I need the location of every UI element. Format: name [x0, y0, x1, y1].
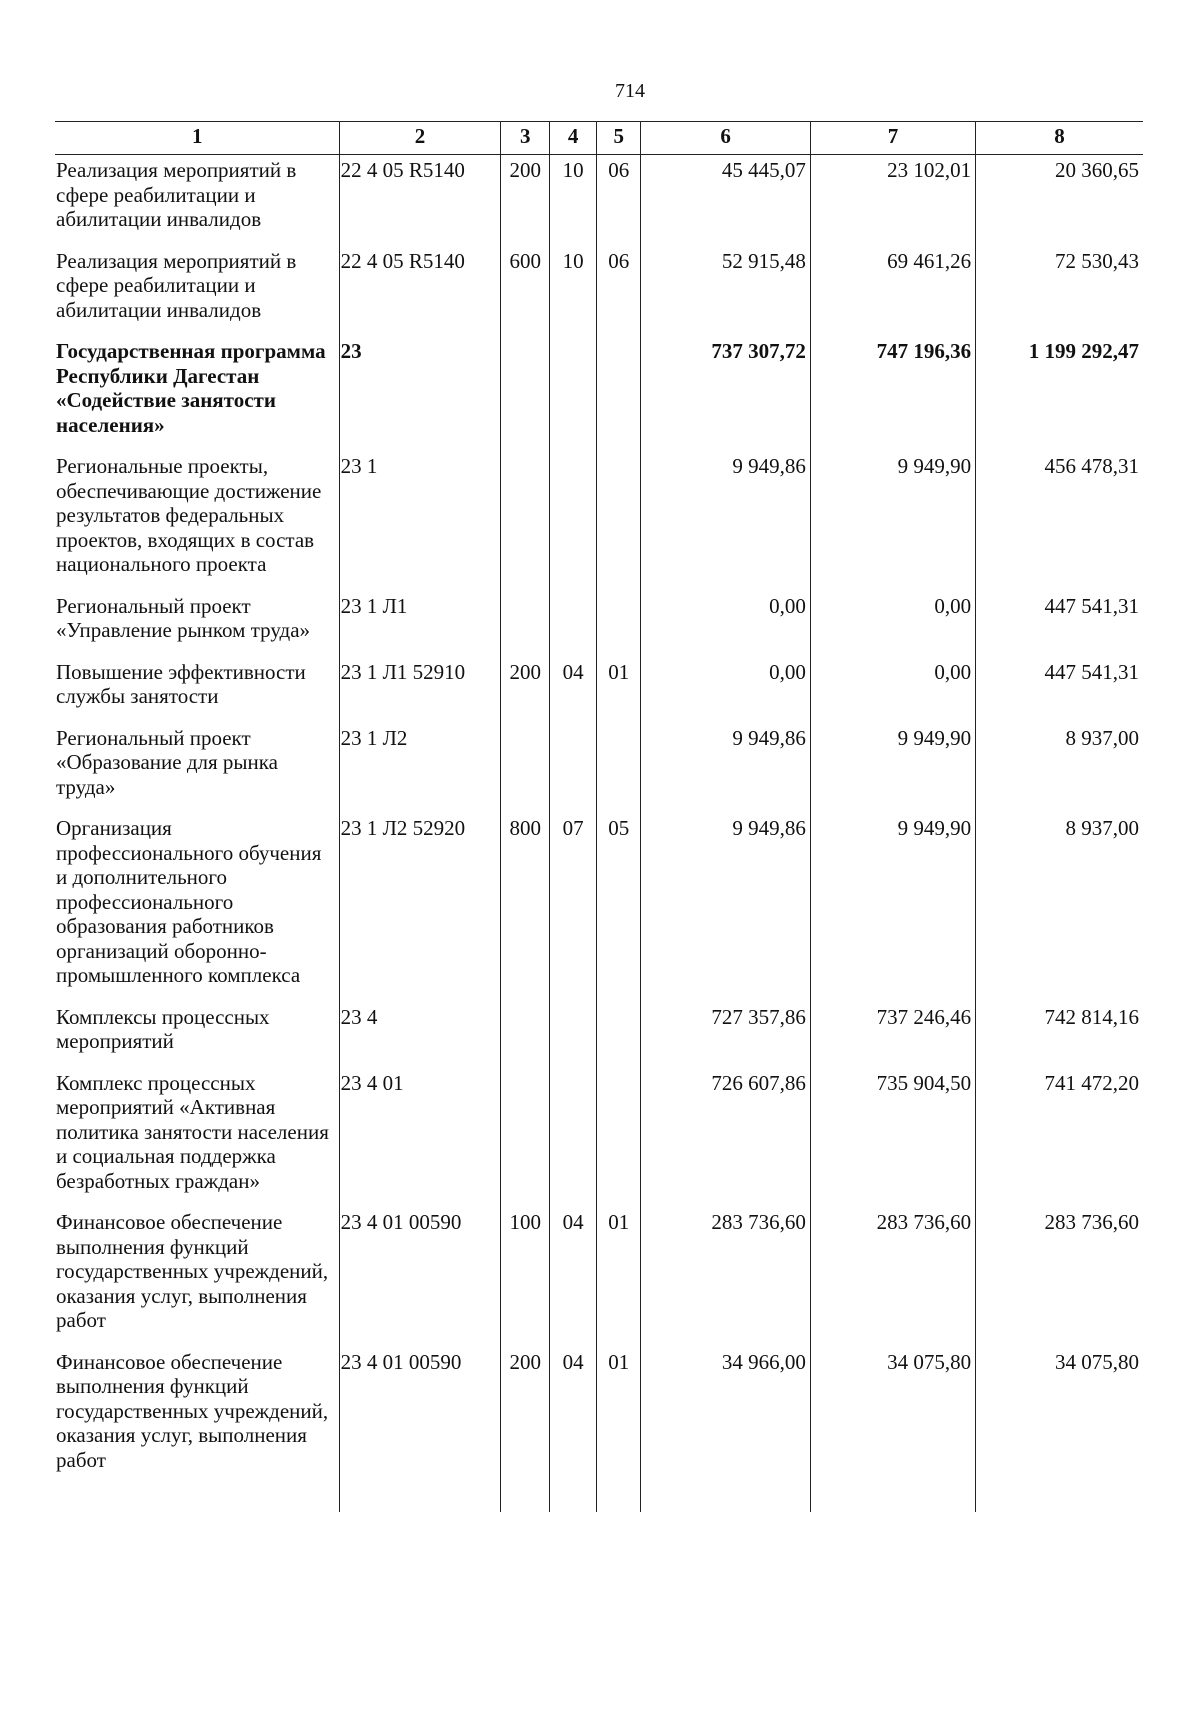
- row-col-4: 10: [549, 246, 596, 337]
- table-row: [55, 657, 1143, 723]
- header-col-6: 6: [641, 122, 811, 155]
- row-name: Реализация мероприятий в сфере реабилитации и абилитации инвалидов: [55, 246, 339, 337]
- header-col-8: 8: [976, 122, 1143, 155]
- table-row: [55, 1068, 1143, 1208]
- row-code: 23 1: [339, 451, 501, 591]
- header-col-2: 2: [339, 122, 501, 155]
- row-code: 23 4 01: [339, 1068, 501, 1208]
- row-value-8: 34 075,80: [976, 1347, 1143, 1513]
- row-col-4: [549, 451, 596, 591]
- row-value-8: 8 937,00: [976, 723, 1143, 814]
- row-name: Государственная программа Республики Дагестан «Содействие занятости населения»: [55, 336, 339, 451]
- row-value-6: 34 966,00: [641, 1347, 811, 1513]
- row-col-3: 200: [501, 657, 549, 723]
- row-code: 23 4: [339, 1002, 501, 1068]
- row-col-5: 05: [597, 813, 641, 1002]
- header-row: [55, 122, 1143, 155]
- table-row: [55, 336, 1143, 451]
- row-value-8: 447 541,31: [976, 591, 1143, 657]
- header-col-4: 4: [549, 122, 596, 155]
- row-value-8: 456 478,31: [976, 451, 1143, 591]
- row-value-7: 9 949,90: [810, 723, 975, 814]
- row-value-7: 737 246,46: [810, 1002, 975, 1068]
- row-col-4: 04: [549, 1207, 596, 1347]
- row-value-7: 9 949,90: [810, 813, 975, 1002]
- row-value-6: 9 949,86: [641, 813, 811, 1002]
- table-row: [55, 723, 1143, 814]
- row-value-8: 741 472,20: [976, 1068, 1143, 1208]
- row-name: Комплексы процессных мероприятий: [55, 1002, 339, 1068]
- row-value-8: 1 199 292,47: [976, 336, 1143, 451]
- row-col-3: [501, 1002, 549, 1068]
- table-header: [55, 122, 1143, 155]
- row-col-5: 06: [597, 155, 641, 246]
- row-col-4: [549, 723, 596, 814]
- row-col-5: [597, 1068, 641, 1208]
- row-value-6: 737 307,72: [641, 336, 811, 451]
- row-col-5: [597, 336, 641, 451]
- row-value-6: 9 949,86: [641, 451, 811, 591]
- row-value-7: 0,00: [810, 657, 975, 723]
- row-code: 23: [339, 336, 501, 451]
- row-name: Комплекс процессных мероприятий «Активная политика занятости населения и социальная поддержка безработных граждан»: [55, 1068, 339, 1208]
- row-value-6: 0,00: [641, 657, 811, 723]
- row-col-4: [549, 336, 596, 451]
- row-col-5: 01: [597, 657, 641, 723]
- row-value-7: 283 736,60: [810, 1207, 975, 1347]
- row-value-8: 8 937,00: [976, 813, 1143, 1002]
- row-col-5: [597, 591, 641, 657]
- row-value-6: 0,00: [641, 591, 811, 657]
- row-code: 23 1 Л2: [339, 723, 501, 814]
- row-name: Реализация мероприятий в сфере реабилитации и абилитации инвалидов: [55, 155, 339, 246]
- row-code: 22 4 05 R5140: [339, 246, 501, 337]
- row-col-5: [597, 451, 641, 591]
- row-code: 23 4 01 00590: [339, 1347, 501, 1513]
- header-col-7: 7: [810, 122, 975, 155]
- table-row: [55, 246, 1143, 337]
- row-value-6: 9 949,86: [641, 723, 811, 814]
- row-col-5: 06: [597, 246, 641, 337]
- row-col-5: [597, 1002, 641, 1068]
- row-code: 23 1 Л1 52910: [339, 657, 501, 723]
- row-col-5: 01: [597, 1347, 641, 1513]
- row-value-6: 727 357,86: [641, 1002, 811, 1068]
- row-col-4: 07: [549, 813, 596, 1002]
- row-value-7: 735 904,50: [810, 1068, 975, 1208]
- row-col-4: [549, 1002, 596, 1068]
- row-col-5: [597, 723, 641, 814]
- row-col-3: 200: [501, 155, 549, 246]
- row-value-7: 0,00: [810, 591, 975, 657]
- row-col-3: 800: [501, 813, 549, 1002]
- row-col-3: [501, 1068, 549, 1208]
- row-value-7: 9 949,90: [810, 451, 975, 591]
- row-code: 23 4 01 00590: [339, 1207, 501, 1347]
- row-value-7: 69 461,26: [810, 246, 975, 337]
- table-body: [55, 155, 1143, 1513]
- table-row: [55, 591, 1143, 657]
- row-value-6: 283 736,60: [641, 1207, 811, 1347]
- row-name: Финансовое обеспечение выполнения функций государственных учреждений, оказания услуг, выполнения работ: [55, 1207, 339, 1347]
- row-code: 23 1 Л1: [339, 591, 501, 657]
- row-code: 23 1 Л2 52920: [339, 813, 501, 1002]
- row-col-3: [501, 591, 549, 657]
- row-col-4: 10: [549, 155, 596, 246]
- row-col-3: 100: [501, 1207, 549, 1347]
- page-number: 714: [615, 80, 645, 102]
- table-row: [55, 1347, 1143, 1513]
- row-col-3: [501, 723, 549, 814]
- row-name: Финансовое обеспечение выполнения функций государственных учреждений, оказания услуг, выполнения работ: [55, 1347, 339, 1513]
- header-col-5: 5: [597, 122, 641, 155]
- row-col-3: 600: [501, 246, 549, 337]
- row-col-5: 01: [597, 1207, 641, 1347]
- row-value-8: 20 360,65: [976, 155, 1143, 246]
- header-col-3: 3: [501, 122, 549, 155]
- row-value-8: 447 541,31: [976, 657, 1143, 723]
- row-col-4: 04: [549, 657, 596, 723]
- table-row: [55, 1207, 1143, 1347]
- row-name: Организация профессионального обучения и дополнительного профессионального образования работников организаций оборонно-промышленного комплекса: [55, 813, 339, 1002]
- row-code: 22 4 05 R5140: [339, 155, 501, 246]
- table-row: [55, 813, 1143, 1002]
- header-col-1: 1: [55, 122, 339, 155]
- row-col-4: [549, 1068, 596, 1208]
- row-value-7: 34 075,80: [810, 1347, 975, 1513]
- row-value-8: 742 814,16: [976, 1002, 1143, 1068]
- row-col-3: [501, 336, 549, 451]
- table-row: [55, 1002, 1143, 1068]
- row-value-6: 726 607,86: [641, 1068, 811, 1208]
- row-value-8: 283 736,60: [976, 1207, 1143, 1347]
- row-value-6: 45 445,07: [641, 155, 811, 246]
- row-name: Региональные проекты, обеспечивающие достижение результатов федеральных проектов, входящих в состав национального проекта: [55, 451, 339, 591]
- row-name: Повышение эффективности службы занятости: [55, 657, 339, 723]
- row-col-4: [549, 591, 596, 657]
- row-value-6: 52 915,48: [641, 246, 811, 337]
- budget-table: [55, 121, 1143, 1512]
- table-row: [55, 155, 1143, 246]
- table-row: [55, 451, 1143, 591]
- row-value-8: 72 530,43: [976, 246, 1143, 337]
- row-name: Региональный проект «Управление рынком труда»: [55, 591, 339, 657]
- row-col-3: [501, 451, 549, 591]
- row-value-7: 23 102,01: [810, 155, 975, 246]
- row-name: Региональный проект «Образование для рынка труда»: [55, 723, 339, 814]
- row-col-4: 04: [549, 1347, 596, 1513]
- row-col-3: 200: [501, 1347, 549, 1513]
- row-value-7: 747 196,36: [810, 336, 975, 451]
